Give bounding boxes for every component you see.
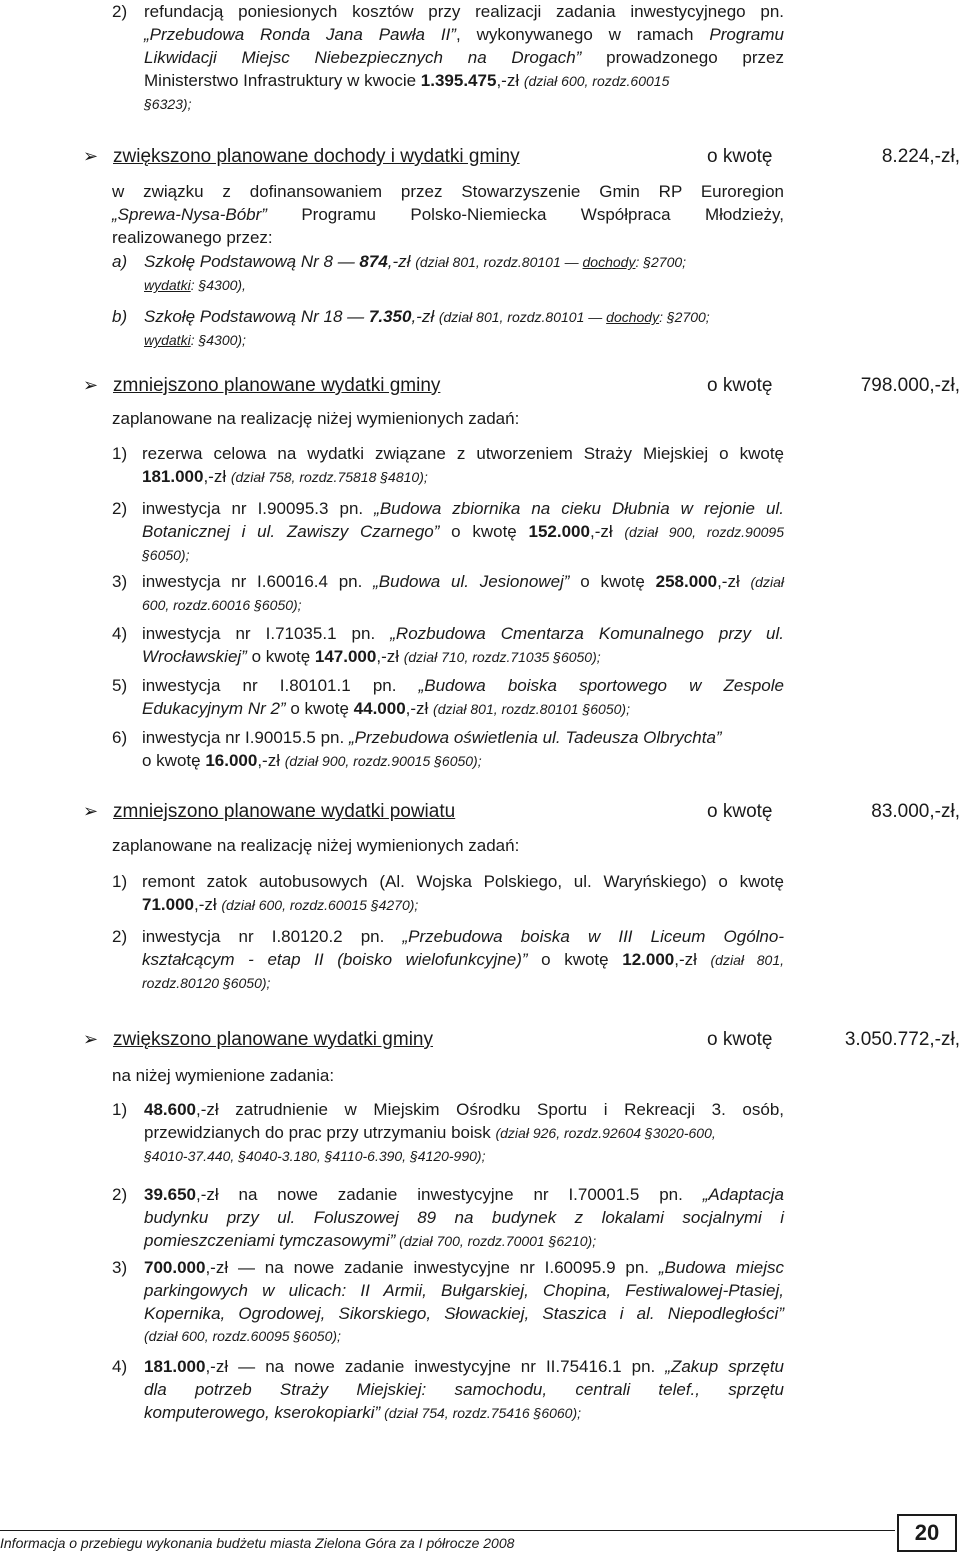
text-line: (dział 600, rozdz.60095 §6050); [144,1328,341,1344]
amount-label: o kwotę [707,801,773,822]
item-number: 1) [112,444,128,463]
text-line: Kopernika, Ogrodowej, Sikorskiego, Słowackiej, Staszica i al. Niepodległości” [144,1304,784,1323]
footer-text: Informacja o przebiegu wykonania budżetu miasta Zielona Góra za I półrocze 2008 [0,1535,515,1551]
item-number: 3) [112,1258,128,1277]
text-line: „Sprewa-Nysa-Bóbr” Programu Polsko-Niemiecka Współpraca Młodzieży, [112,205,784,224]
text-line: w związku z dofinansowaniem przez Stowarzyszenie Gmin RP Euroregion [112,182,784,201]
item-number: 1) [112,1100,128,1119]
text-line: inwestycja nr I.80101.1 pn. „Budowa boiska sportowego w Zespole [142,676,784,695]
text-line: wydatki: §4300), [144,277,246,293]
text-line: inwestycja nr I.80120.2 pn. „Przebudowa boiska w III Liceum Ogólno- [142,927,784,946]
item-number: 1) [112,872,128,891]
text-line: inwestycja nr I.71035.1 pn. „Rozbudowa Cmentarza Komunalnego przy ul. [142,624,784,643]
footer-rule [0,1530,895,1531]
text-line: remont zatok autobusowych (Al. Wojska Polskiego, ul. Waryńskiego) o kwotę [142,872,784,891]
text-line: 71.000,-zł (dział 600, rozdz.60015 §4270); [142,895,419,914]
text-line: inwestycja nr I.90095.3 pn. „Budowa zbiornika na cieku Dłubnia w rejonie ul. [142,499,784,518]
arrow-bullet-icon: ➢ [83,1029,99,1050]
text-line: kształcącym - etap II (boisko wielofunkcyjne)” o kwotę 12.000,-zł (dział 801, [142,950,784,969]
text-line: pomieszczeniami tymczasowymi” (dział 700, rozdz.70001 §6210); [144,1231,597,1250]
text-line: inwestycja nr I.60016.4 pn. „Budowa ul. Jesionowej” o kwotę 258.000,-zł (dział [142,572,784,591]
section-amount: 798.000,-zł, [860,375,960,396]
text-line: 39.650,-zł na nowe zadanie inwestycyjne nr I.70001.5 pn. „Adaptacja [144,1185,784,1204]
text-line: 181.000,-zł — na nowe zadanie inwestycyjne nr II.75416.1 pn. „Zakup sprzętu [144,1357,784,1376]
item-number: 5) [112,676,128,695]
item-number: 2) [112,499,128,518]
text-line: Ministerstwo Infrastruktury w kwocie 1.395.475,-zł (dział 600, rozdz.60015 [144,71,670,90]
text-line: refundacją poniesionych kosztów przy realizacji zadania inwestycyjnego pn. [144,2,784,21]
section-amount: 3.050.772,-zł, [844,1029,960,1050]
amount-label: o kwotę [707,1029,773,1050]
text-line: Szkołę Podstawową Nr 18 — 7.350,-zł (dział 801, rozdz.80101 — dochody: §2700; [144,307,710,326]
arrow-bullet-icon: ➢ [83,146,99,167]
section-title: zwiększono planowane wydatki gminy [113,1029,433,1050]
text-line: Wrocławskiej” o kwotę 147.000,-zł (dział 710, rozdz.71035 §6050); [142,647,601,666]
item-number: 4) [112,1357,128,1376]
section-body [112,180,784,249]
section-title: zmniejszono planowane wydatki gminy [113,375,441,396]
text-line: Likwidacji Miejsc Niebezpiecznych na Drogach” prowadzonego przez [144,48,785,67]
text-line: dla potrzeb Straży Miejskiej: samochodu, centrali telef., sprzętu [144,1380,784,1399]
text-line: przewidzianych do prac przy utrzymaniu boisk (dział 926, rozdz.92604 §3020-600, [144,1123,716,1142]
text-line: 700.000,-zł — na nowe zadanie inwestycyjne nr I.60095.9 pn. „Budowa miejsc [144,1258,784,1277]
section-title: zmniejszono planowane wydatki powiatu [113,801,456,822]
item-number: 4) [112,624,128,643]
item-number: 2) [112,2,128,21]
item-number: 2) [112,1185,128,1204]
item-label: b) [112,307,128,326]
page-number: 20 [897,1514,957,1552]
item-label: a) [112,252,128,271]
section-intro: na niżej wymienione zadania: [112,1066,335,1085]
text-line: §4010-37.440, §4040-3.180, §4110-6.390, §4120-990); [144,1148,486,1164]
text-line: §6323); [144,96,192,112]
section-heading [83,374,960,400]
section-intro: zaplanowane na realizację niżej wymienionych zadań: [112,836,520,855]
text-line: inwestycja nr I.90015.5 pn. „Przebudowa oświetlenia ul. Tadeusza Olbrychta” [142,728,722,747]
text-line: parkingowych w ulicach: II Armii, Bułgarskiej, Chopina, Festiwalowej-Ptasiej, [144,1281,784,1300]
text-line: §6050); [142,547,190,563]
amount-label: o kwotę [707,375,773,396]
amount-label: o kwotę [707,146,773,167]
text-line: rozdz.80120 §6050); [142,975,271,991]
text-line: „Przebudowa Ronda Jana Pawła II”, wykonywanego w ramach Programu [144,25,784,44]
text-line: komputerowego, kserokopiarki” (dział 754, rozdz.75416 §6060); [144,1403,582,1422]
section-intro: zaplanowane na realizację niżej wymienionych zadań: [112,409,520,428]
text-line: Edukacyjnym Nr 2” o kwotę 44.000,-zł (dział 801, rozdz.80101 §6050); [142,699,630,718]
section-amount: 8.224,-zł, [881,146,960,167]
text-line: 600, rozdz.60016 §6050); [142,597,302,613]
arrow-bullet-icon: ➢ [83,801,99,822]
item-number: 3) [112,572,128,591]
text-line: rezerwa celowa na wydatki związane z utworzeniem Straży Miejskiej o kwotę [142,444,784,463]
text-line: 181.000,-zł (dział 758, rozdz.75818 §4810); [142,467,428,486]
text-line: realizowanego przez: [112,228,273,247]
section-heading [83,145,960,171]
text-line: Szkołę Podstawową Nr 8 — 874,-zł (dział 801, rozdz.80101 — dochody: §2700; [144,252,687,271]
text-line: Botanicznej i ul. Zawiszy Czarnego” o kwotę 152.000,-zł (dział 900, rozdz.90095 [142,522,784,541]
section-amount: 83.000,-zł, [871,801,960,822]
text-line: 48.600,-zł zatrudnienie w Miejskim Ośrodku Sportu i Rekreacji 3. osób, [144,1100,784,1119]
item-number: 6) [112,728,128,747]
arrow-bullet-icon: ➢ [83,375,99,396]
item-number: 2) [112,927,128,946]
text-line: wydatki: §4300); [144,332,246,348]
text-line: budynku przy ul. Foluszowej 89 na budynek z lokalami socjalnymi i [144,1208,784,1227]
section-heading [83,800,960,826]
text-line: o kwotę 16.000,-zł (dział 900, rozdz.90015 §6050); [142,751,482,770]
section-title: zwiększono planowane dochody i wydatki gminy [113,146,520,167]
section-heading [83,1028,960,1054]
